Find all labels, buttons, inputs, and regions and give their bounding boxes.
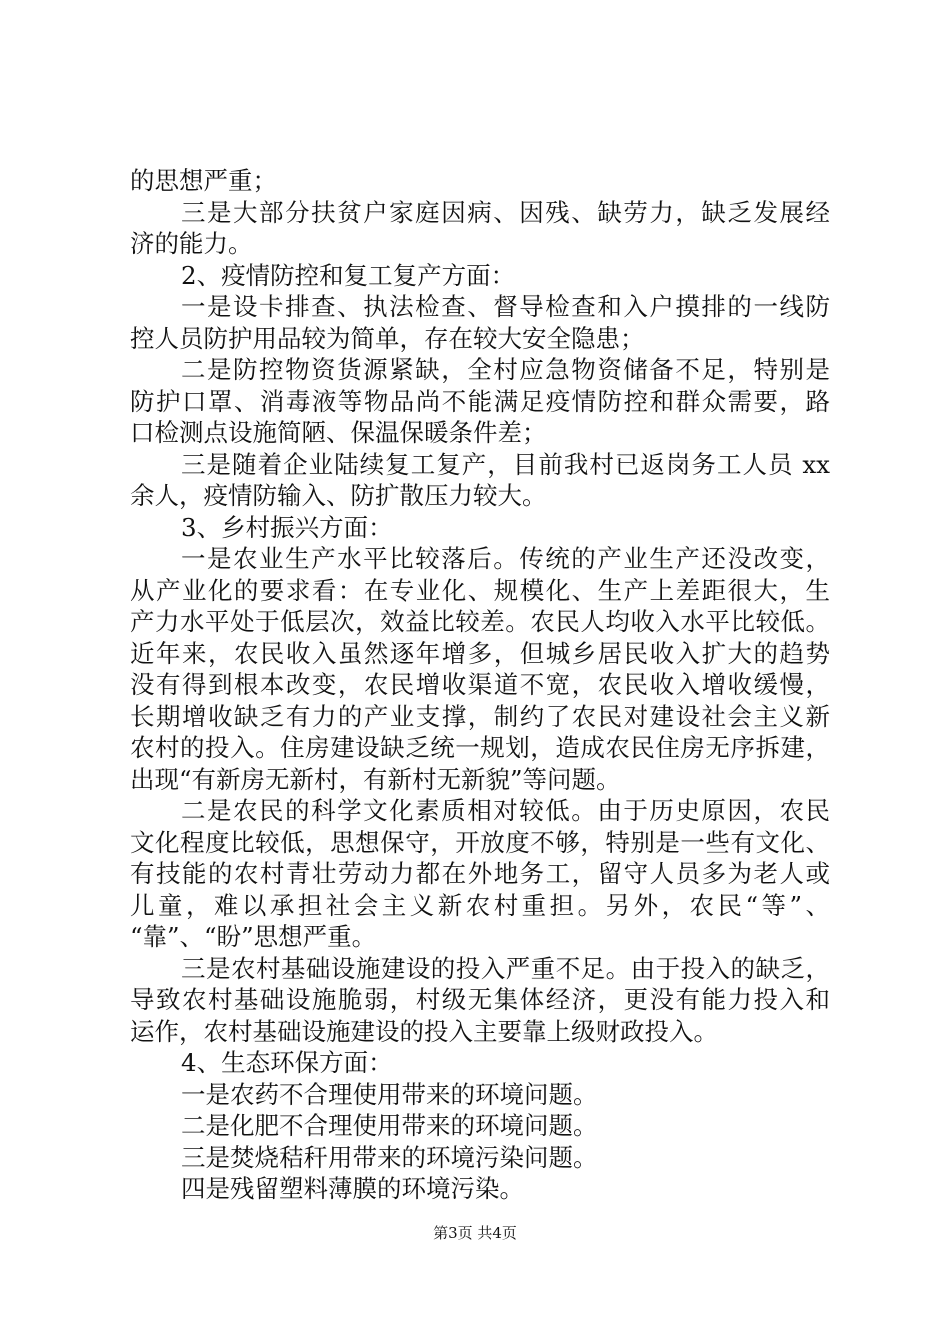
text-line: 防护口罩、消毒液等物品尚不能满足疫情防控和群众需要，路: [130, 386, 830, 416]
text-line: “靠”、“盼”思想严重。: [130, 922, 377, 951]
page-footer: 第3页 共4页: [433, 1224, 517, 1242]
text-line: 有技能的农村青壮劳动力都在外地务工，留守人员多为老人或: [130, 859, 830, 888]
document-body: [130, 165, 830, 1205]
text-line: 口检测点设施简陋、保温保暖条件差；: [130, 418, 547, 447]
text-line: 农村的投入。住房建设缺乏统一规划，造成农民住房无序拆建，: [130, 733, 830, 762]
text-line: 余人，疫情防输入、防扩散压力较大。: [130, 481, 547, 510]
text-line: 三是随着企业陆续复工复产，目前我村已返岗务工人员 xx: [181, 449, 830, 479]
text-line: 4、生态环保方面：: [181, 1048, 393, 1077]
text-line: 的思想严重；: [130, 166, 277, 195]
text-line: 导致农村基础设施脆弱，村级无集体经济，更没有能力投入和: [130, 985, 830, 1014]
text-line: 3、乡村振兴方面：: [181, 512, 393, 542]
text-line: 三是农村基础设施建设的投入严重不足。由于投入的缺乏，: [181, 953, 830, 983]
text-line: 二是化肥不合理使用带来的环境问题。: [181, 1111, 598, 1140]
text-line: 二是防控物资货源紧缺，全村应急物资储备不足，特别是: [181, 355, 830, 384]
text-line: 四是残留塑料薄膜的环境污染。: [181, 1174, 524, 1203]
text-line: 产力水平处于低层次，效益比较差。农民人均收入水平比较低。: [130, 607, 830, 636]
text-line: 济的能力。: [130, 229, 253, 258]
text-line: 一是农业生产水平比较落后。传统的产业生产还没改变，: [181, 544, 830, 573]
text-line: 三是焚烧秸秆用带来的环境污染问题。: [181, 1142, 598, 1172]
text-line: 从产业化的要求看：在专业化、规模化、生产上差距很大，生: [130, 575, 830, 605]
text-line: 二是农民的科学文化素质相对较低。由于历史原因，农民: [181, 796, 830, 825]
text-line: 近年来，农民收入虽然逐年增多，但城乡居民收入扩大的趋势: [130, 638, 830, 668]
text-line: 2、疫情防控和复工复产方面：: [181, 260, 516, 290]
text-line: 控人员防护用品较为简单，存在较大安全隐患；: [130, 323, 645, 353]
text-line: 一是设卡排查、执法检查、督导检查和入户摸排的一线防: [181, 292, 830, 321]
text-line: 出现“有新房无新村，有新村无新貌”等问题。: [130, 764, 621, 794]
text-line: 没有得到根本改变，农民增收渠道不宽，农民收入增收缓慢，: [130, 670, 830, 699]
text-line: 一是农药不合理使用带来的环境问题。: [181, 1079, 598, 1109]
text-line: 长期增收缺乏有力的产业支撑，制约了农民对建设社会主义新: [130, 701, 830, 731]
text-line: 三是大部分扶贫户家庭因病、因残、缺劳力，缺乏发展经: [181, 197, 830, 227]
text-line: 运作，农村基础设施建设的投入主要靠上级财政投入。: [130, 1016, 718, 1046]
text-line: 文化程度比较低，思想保守，开放度不够，特别是一些有文化、: [130, 827, 830, 857]
text-line: 儿童，难以承担社会主义新农村重担。另外，农民“等”、: [130, 890, 830, 920]
